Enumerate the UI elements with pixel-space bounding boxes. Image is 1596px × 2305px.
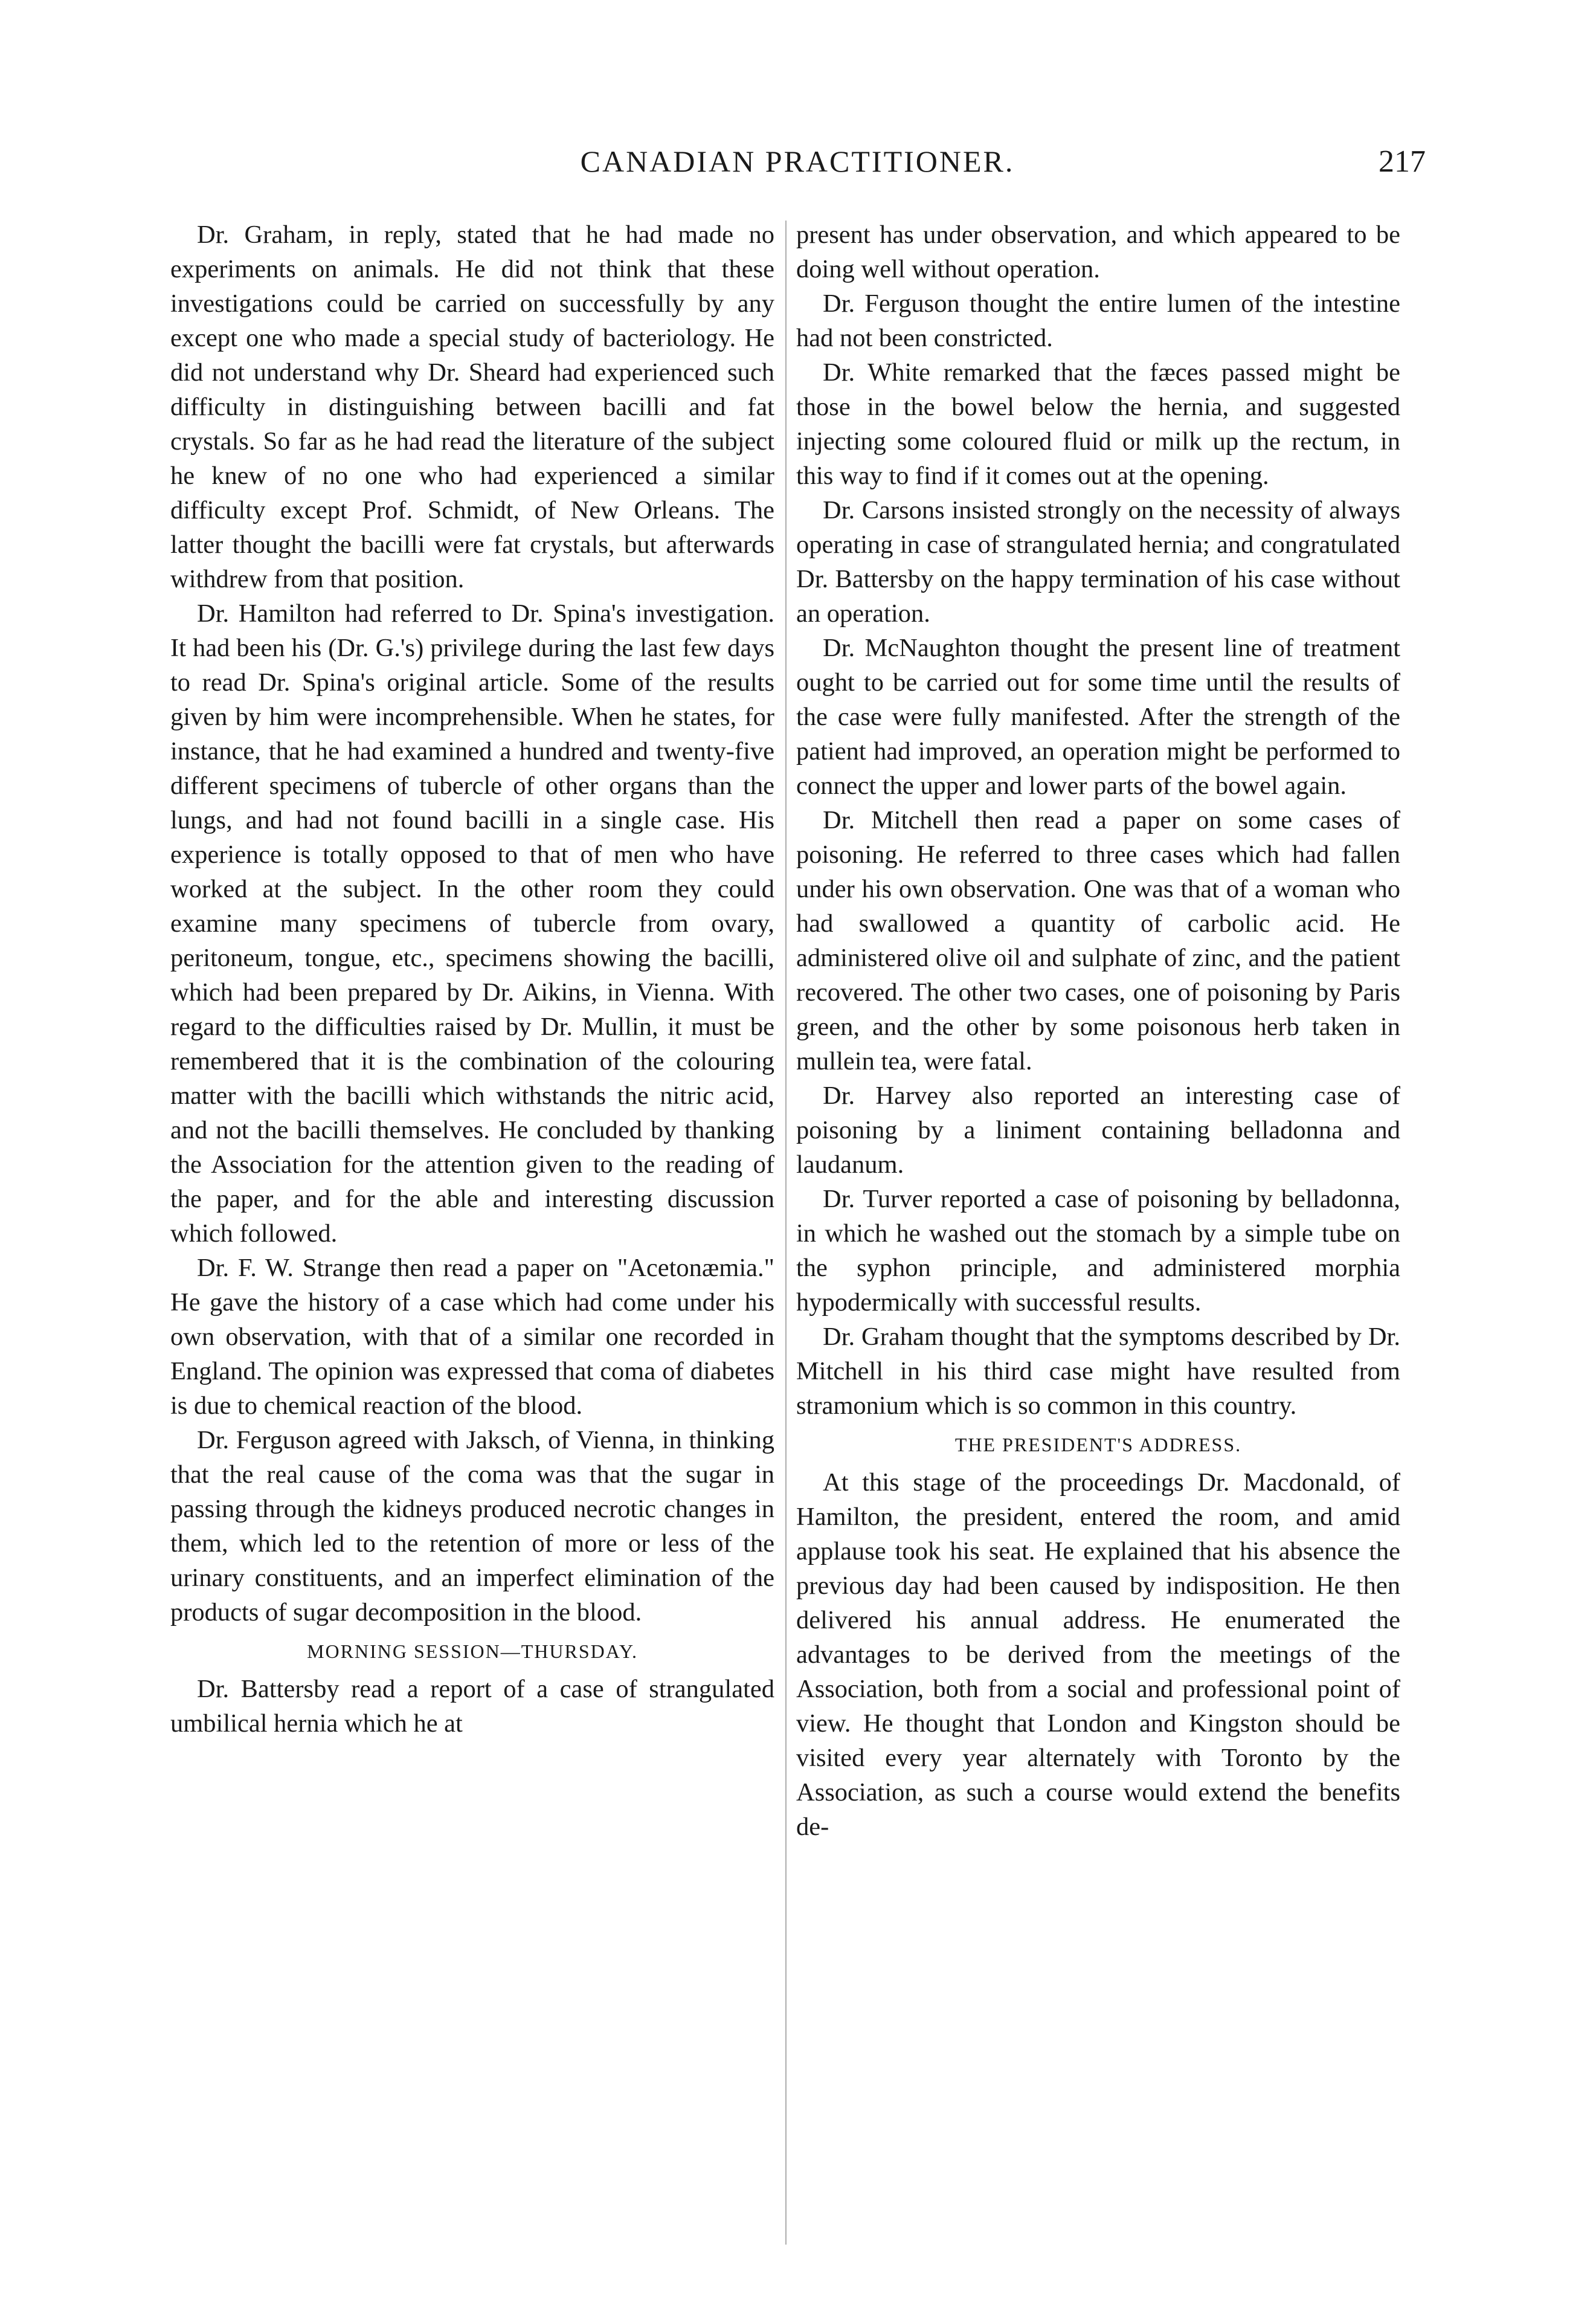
- running-head: CANADIAN PRACTITIONER.: [580, 144, 1015, 178]
- right-column: [796, 218, 1400, 2248]
- section-heading: THE PRESIDENT'S ADDRESS.: [954, 1434, 1242, 1456]
- page-header: [169, 144, 1426, 192]
- paragraph: Dr. Battersby read a report of a case of strangulated umbilical hernia which he at: [170, 1675, 774, 1738]
- paragraph: Dr. Turver reported a case of poisoning by belladonna, in which he washed out the stomach by a simple tube on the syphon principle, and administered morphia hypodermically with successful results.: [796, 1185, 1400, 1317]
- paragraph: Dr. Ferguson agreed with Jaksch, of Vienna, in thinking that the real cause of the coma was that the sugar in passing through the kidneys produced necrotic changes in them, which led to the retention of more or less of the urinary constituents, and an imperfect elimination of the products of sugar decomposition in the blood.: [170, 1426, 774, 1626]
- paragraph: Dr. McNaughton thought the present line of treatment ought to be carried out for some time until the results of the case were fully manifested. After the strength of the patient had improved, an operation might be performed to connect the upper and lower parts of the bowel again.: [796, 634, 1400, 800]
- paragraph: Dr. White remarked that the fæces passed might be those in the bowel below the hernia, and suggested injecting some coloured fluid or milk up the rectum, in this way to find if it comes out at the opening.: [796, 358, 1400, 490]
- paragraph: Dr. Ferguson thought the entire lumen of the intestine had not been constricted.: [796, 289, 1400, 352]
- paragraph: Dr. Graham thought that the symptoms described by Dr. Mitchell in his third case might have resulted from stramonium which is so common in this country.: [796, 1323, 1400, 1420]
- page-number: 217: [1379, 144, 1426, 179]
- paragraph: Dr. Carsons insisted strongly on the necessity of always operating in case of strangulated hernia; and congratulated Dr. Battersby on the happy termination of his case without an operation.: [796, 496, 1400, 628]
- paragraph: Dr. Hamilton had referred to Dr. Spina's investigation. It had been his (Dr. G.'s) privilege during the last few days to read Dr. Spina's original article. Some of the results given by him were incomprehensible. When he states, for instance, that he had examined a hundred and twenty-five different specimens of tubercle of other organs than the lungs, and had not found bacilli in a single case. His experience is totally opposed to that of men who have worked at the subject. In the other room they could examine many specimens of tubercle from ovary, peritoneum, tongue, etc., specimens showing the bacilli, which had been prepared by Dr. Aikins, in Vienna. With regard to the difficulties raised by Dr. Mullin, it must be remembered that it is the combination of the colouring matter with the bacilli which withstands the nitric acid, and not the bacilli themselves. He concluded by thanking the Association for the attention given to the reading of the paper, and for the able and interesting discussion which followed.: [170, 599, 774, 1248]
- paragraph: Dr. Graham, in reply, stated that he had made no experiments on animals. He did not think that these investigations could be carried on successfully by any except one who made a special study of bacteriology. He did not understand why Dr. Sheard had experienced such difficulty in distinguishing between bacilli and fat crystals. So far as he had read the literature of the subject he knew of no one who had experienced a similar difficulty except Prof. Schmidt, of New Orleans. The latter thought the bacilli were fat crystals, but afterwards withdrew from that position.: [170, 221, 774, 593]
- section-heading: MORNING SESSION—THURSDAY.: [307, 1640, 638, 1662]
- left-column: [170, 218, 774, 2248]
- paragraph: Dr. Mitchell then read a paper on some cases of poisoning. He referred to three cases which had fallen under his own observation. One was that of a woman who had swallowed a quantity of carbolic acid. He administered olive oil and sulphate of zinc, and the patient recovered. The other two cases, one of poisoning by Paris green, and the other by some poisonous herb taken in mullein tea, were fatal.: [796, 806, 1400, 1075]
- paragraph-continued: present has under observation, and which appeared to be doing well without operation.: [796, 221, 1400, 283]
- column-divider: [785, 221, 787, 2245]
- paragraph: Dr. Harvey also reported an interesting case of poisoning by a liniment containing belladonna and laudanum.: [796, 1082, 1400, 1179]
- paragraph: Dr. F. W. Strange then read a paper on "Acetonæmia." He gave the history of a case which had come under his own observation, with that of a similar one recorded in England. The opinion was expressed that coma of diabetes is due to chemical reaction of the blood.: [170, 1254, 774, 1420]
- paragraph: At this stage of the proceedings Dr. Macdonald, of Hamilton, the president, entered the room, and amid applause took his seat. He explained that his absence the previous day had been caused by indisposition. He then delivered his annual address. He enumerated the advantages to be derived from the meetings of the Association, both from a social and professional point of view. He thought that London and Kingston should be visited every year alternately with Toronto by the Association, as such a course would extend the benefits de-: [796, 1468, 1400, 1841]
